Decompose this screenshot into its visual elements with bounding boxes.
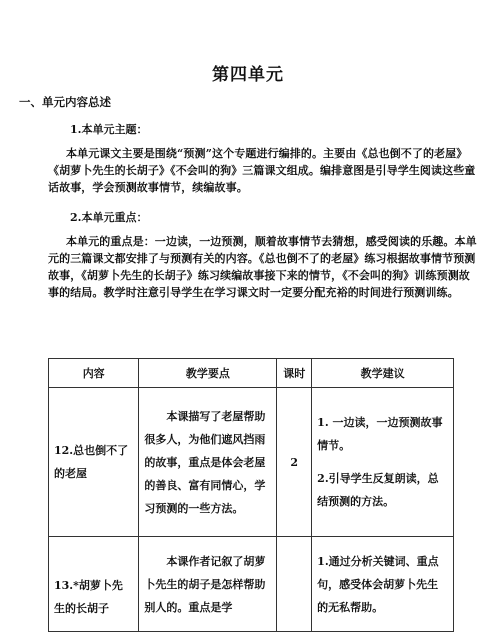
table-row	[49, 537, 454, 632]
table-header-row	[49, 359, 454, 388]
cell-content: 13.*胡萝卜先生的长胡子	[49, 537, 139, 632]
header-hours: 课时	[277, 359, 312, 388]
cell-advice	[312, 388, 454, 537]
cell-advice	[312, 537, 454, 632]
advice-item: 1. 一边读，一边预测故事情节。	[317, 416, 443, 452]
subheading-theme: 1.本单元主题：	[70, 123, 148, 136]
section-heading-summary: 一、单元内容总述	[19, 95, 111, 109]
paragraph-theme: 本单元课文主要是围绕“预测”这个专题进行编排的。主要由《总也倒不了的老屋》《胡萝卜先生的长胡子》《不会叫的狗》三篇课文组成。编排意图是引导学生阅读这些童话故事，学会预测故事情节，续编故事。	[48, 147, 476, 194]
cell-content: 12.总也倒不了的老屋	[49, 388, 139, 537]
table-row	[49, 388, 454, 537]
header-advice: 教学建议	[312, 359, 454, 388]
advice-item: 2.引导学生反复朗读，总结预测的方法。	[317, 472, 439, 508]
cell-hours: 2	[277, 388, 312, 537]
cell-points: 本课作者记叙了胡萝卜先生的胡子是怎样帮助别人的。重点是学	[139, 537, 277, 632]
advice-item: 1.通过分析关键词、重点句，感受体会胡萝卜先生的无私帮助。	[317, 554, 439, 614]
teaching-plan-table	[48, 358, 454, 632]
cell-hours	[277, 537, 312, 632]
page-title: 第四单元	[212, 65, 284, 85]
header-points: 教学要点	[139, 359, 277, 388]
header-content: 内容	[49, 359, 139, 388]
paragraph-focus: 本单元的重点是：一边读，一边预测，顺着故事情节去猜想，感受阅读的乐趣。本单元的三篇课文都安排了与预测有关的内容。《总也倒不了的老屋》练习根据故事情节预测故事，《胡萝卜先生的长胡子》练习续编故事接下来的情节，《不会叫的狗》训练预测故事的结局。教学时注意引导学生在学习课文时一定要分配充裕的时间进行预测训练。	[48, 235, 477, 299]
subheading-focus: 2.本单元重点：	[70, 211, 148, 224]
cell-points: 本课描写了老屋帮助很多人，为他们遮风挡雨的故事，重点是体会老屋的善良、富有同情心，学习预测的一些方法。	[139, 388, 277, 537]
